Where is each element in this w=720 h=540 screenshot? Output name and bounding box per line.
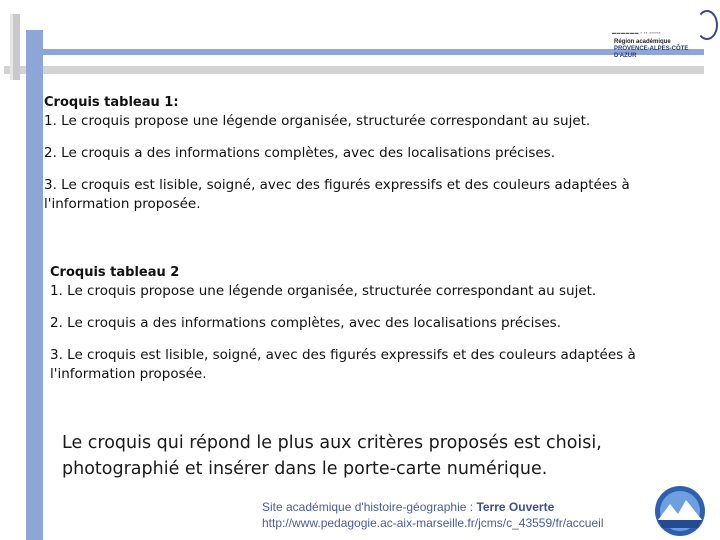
decorative-bar-gray-vertical-highlight xyxy=(10,14,13,80)
criterion-item: 1. Le croquis propose une légende organisée, structurée correspondant au sujet. xyxy=(44,113,591,129)
criterion-item: 3. Le croquis est lisible, soigné, avec des figurés expressifs et des couleurs adaptées à l'information proposée. xyxy=(44,177,630,212)
terre-ouverte-emblem-icon xyxy=(652,484,708,538)
conclusion-text: Le croquis qui répond le plus aux critères proposés est choisi, photographié et insérer dans le porte-carte numérique. xyxy=(62,433,602,479)
criterion-item: 1. Le croquis propose une légende organisée, structurée correspondant au sujet. xyxy=(50,283,597,299)
section-title: Croquis tableau 2 xyxy=(50,265,180,280)
section-title: Croquis tableau 1: xyxy=(44,95,179,110)
criterion-item: 2. Le croquis a des informations complètes, avec des localisations précises. xyxy=(50,315,562,331)
logo-region-line2: PROVENCE-ALPES-CÔTE D'AZUR xyxy=(614,46,689,59)
criterion-item: 2. Le croquis a des informations complètes, avec des localisations précises. xyxy=(44,145,556,161)
decorative-bar-blue-horizontal xyxy=(26,49,704,55)
logo-emblem-icon xyxy=(696,10,718,40)
criterion-item: 3. Le croquis est lisible, soigné, avec des figurés expressifs et des couleurs adaptées à l'information proposée. xyxy=(50,347,636,382)
logo-region-text xyxy=(614,39,712,60)
decorative-bar-blue-vertical xyxy=(26,30,43,540)
logo-region-line1: Région académique xyxy=(614,39,671,45)
region-academique-logo xyxy=(612,2,712,59)
site-credit xyxy=(262,499,603,531)
site-url-link[interactable]: http://www.pedagogie.ac-aix-marseille.fr/jcms/c_43559/fr/accueil xyxy=(262,516,604,530)
decorative-bar-gray-horizontal xyxy=(4,66,704,74)
site-brand-link[interactable]: Terre Ouverte xyxy=(476,500,555,514)
logo-small-print: ▬▬▬▬▬▬ ▪ ▪▪ ▪▪▪▪▪▪ xyxy=(612,30,662,35)
site-prefix: Site académique d'histoire-géographie : xyxy=(262,500,477,514)
criteria-section-2 xyxy=(50,263,710,384)
criteria-section-1 xyxy=(44,93,704,214)
